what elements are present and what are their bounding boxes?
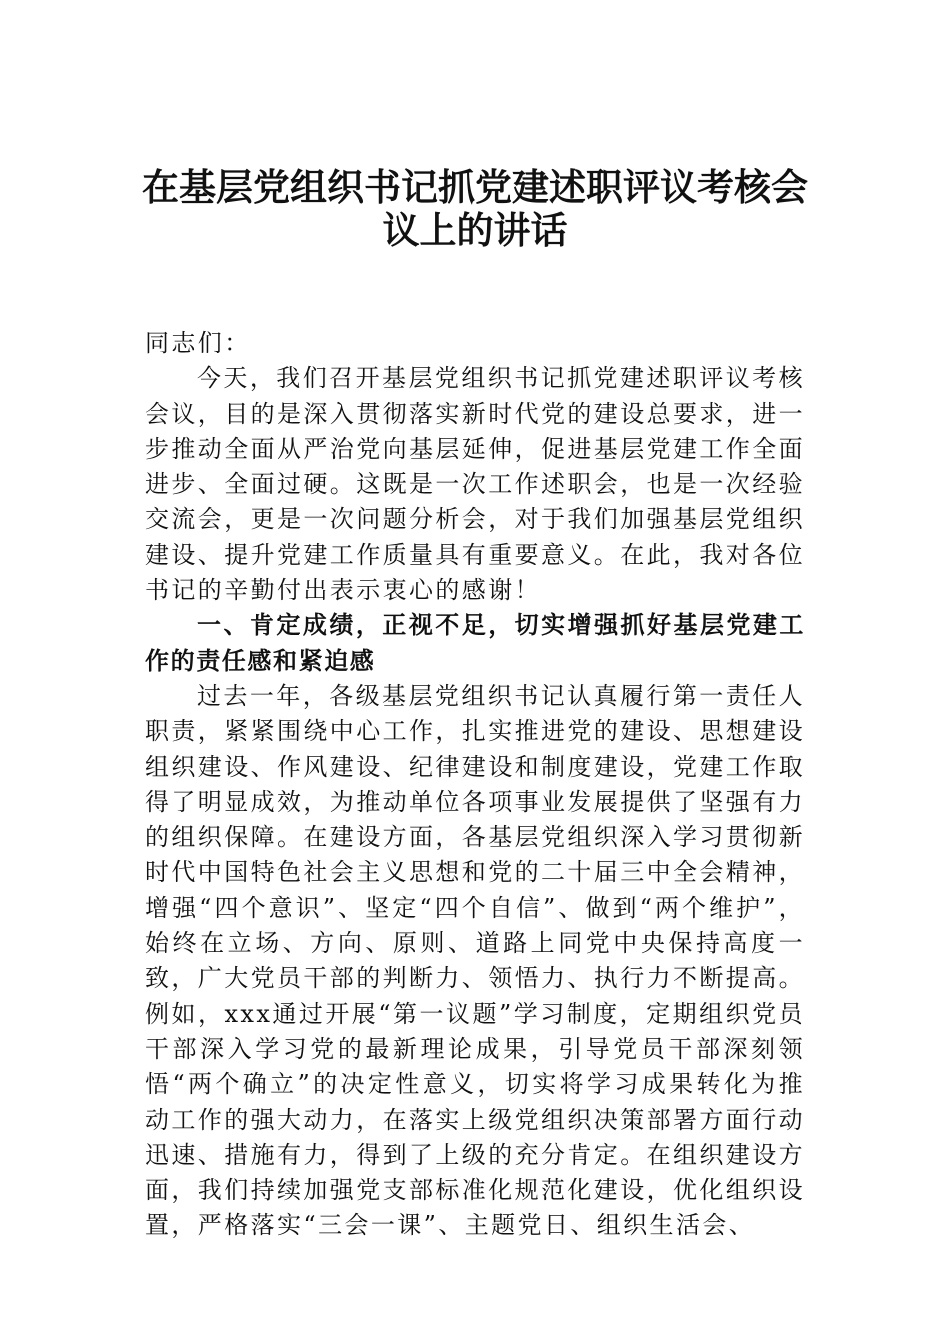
salutation: 同志们： [145, 329, 251, 357]
paragraph-achievements: 过去一年，各级基层党组织书记认真履行第一责任人职责，紧紧围绕中心工作，扎实推进党的建设、思想建设组织建设、作风建设、纪律建设和制度建设，党建工作取得了明显成效，为推动单位各项事业发展提供了坚强有力的组织保障。在建设方面，各基层党组织深入学习贯彻新时代中国特色社会主义思想和党的二十届三中全会精神，增强“四个意识”、坚定“四个自信”、做到“两个维护”，始终在立场、方向、原则、道路上同党中央保持高度一致，广大党员干部的判断力、领悟力、执行力不断提高。例如，xxx通过开展“第一议题”学习制度，定期组织党员干部深入学习党的最新理论成果，引导党员干部深刻领悟“两个确立”的决定性意义，切实将学习成果转化为推动工作的强大动力，在落实上级党组织决策部署方面行动迅速、措施有力，得到了上级的充分肯定。在组织建设方面，我们持续加强党支部标准化规范化建设，优化组织设置，严格落实“三会一课”、主题党日、组织生活会、 [145, 681, 805, 1240]
document-title-line-1: 在基层党组织书记抓党建述职评议考核会 [142, 165, 808, 209]
section-heading-1: 一、肯定成绩，正视不足，切实增强抓好基层党建工作的责任感和紧迫感 [145, 611, 805, 675]
document-title-line-2: 议上的讲话 [382, 208, 568, 252]
document-body [145, 326, 805, 1244]
paragraph-opening: 今天，我们召开基层党组织书记抓党建述职评议考核会议，目的是深入贯彻落实新时代党的建设总要求，进一步推动全面从严治党向基层延伸，促进基层党建工作全面进步、全面过硬。这既是一次工作述职会，也是一次经验交流会，更是一次问题分析会，对于我们加强基层党组织建设、提升党建工作质量具有重要意义。在此，我对各位书记的辛勤付出表示衷心的感谢！ [145, 364, 805, 605]
